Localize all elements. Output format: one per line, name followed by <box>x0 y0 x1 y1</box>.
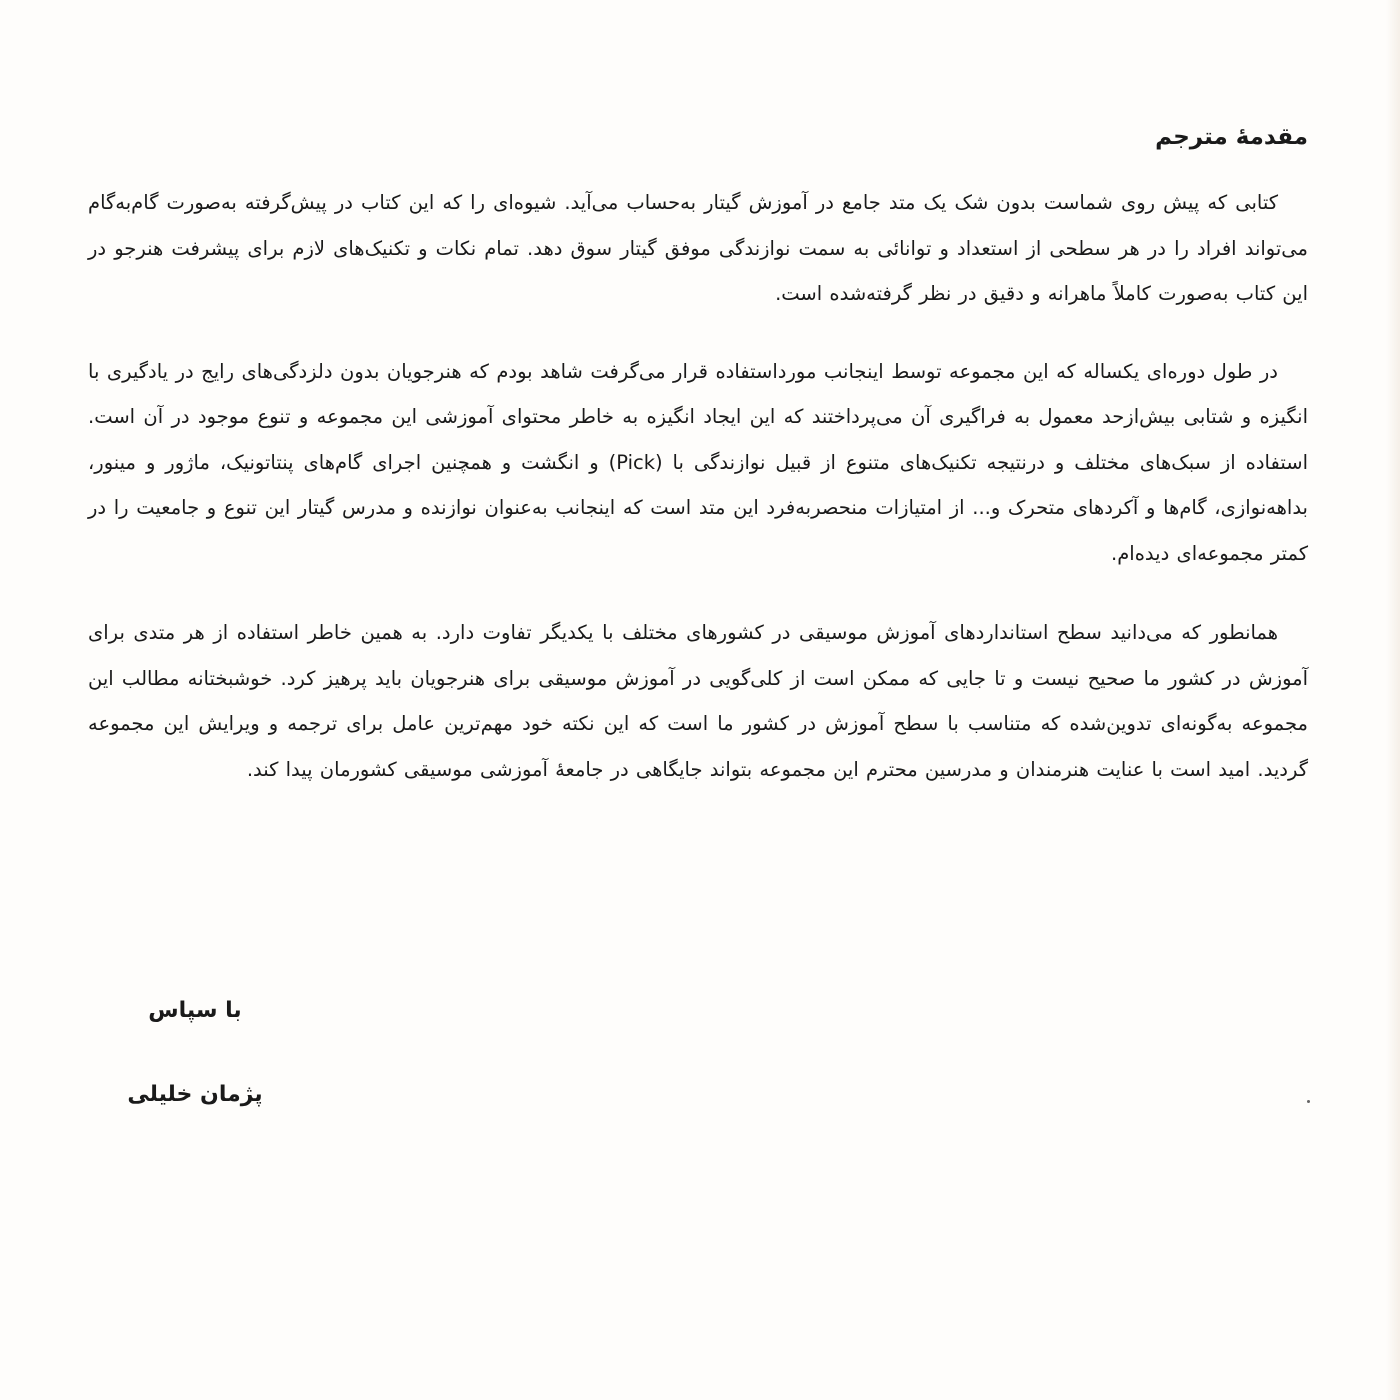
page-title: مقدمهٔ مترجم <box>1155 124 1308 150</box>
paragraph-3: همانطور که می‌دانید سطح استانداردهای آموزش موسیقی در کشورهای مختلف با یکدیگر تفاوت دارد. به همین خاطر استفاده از هر متدی برای آموزش در کشور ما صحیح نیست و تا جایی که ممکن است از کلی‌گویی در آموزش موسیقی برای هنرجویان باید پرهیز کرد. خوشبختانه مطالب این مجموعه به‌گونه‌ای تدوین‌شده که متناسب با سطح آموزش در کشور ما است که این نکته خود مهم‌ترین عامل برای ترجمه و ویرایش این مجموعه گردید. امید است با عنایت هنرمندان و مدرسین محترم این مجموعه بتواند جایگاهی در جامعهٔ آموزشی موسیقی کشورمان پیدا کند. <box>88 621 1308 781</box>
signature-block <box>125 990 265 1158</box>
paragraph-1: کتابی که پیش روی شماست بدون شک یک متد جامع در آموزش گیتار به‌حساب می‌آید. شیوه‌ای را که این کتاب در پیش‌گرفته به‌صورت گام‌به‌گام می‌تواند افراد را در هر سطحی از استعداد و توانائی به سمت نوازندگی موفق گیتار سوق دهد. تمام نکات و تکنیک‌های لازم برای پیشرفت هنرجو در این کتاب به‌صورت کاملاً ماهرانه و دقیق در نظر گرفته‌شده است. <box>88 191 1308 305</box>
closing-text: با سپاس <box>148 998 242 1023</box>
paragraph-2: در طول دوره‌ای یکساله که این مجموعه توسط اینجانب مورداستفاده قرار می‌گرفت شاهد بودم که هنرجویان بدون دلزدگی‌های رایج در یادگیری با انگیزه و شتابی بیش‌ازحد معمول به فراگیری آن می‌پرداختند که این ایجاد انگیزه به خاطر محتوای آموزشی این مجموعه و تنوع موجود در آن است. استفاده از سبک‌های مختلف و درنتیجه تکنیک‌های متنوع از قبیل نوازندگی با (Pick) و انگشت و همچنین اجرای گام‌های پنتاتونیک، ماژور و مینور، بداهه‌نوازی، گام‌ها و آکردهای متحرک و... از امتیازات منحصربه‌فرد این متد است که اینجانب به‌عنوان نوازنده و مدرس گیتار این تنوع و جامعیت را در کمتر مجموعه‌ای دیده‌ام. <box>88 359 1308 565</box>
author-name: پژمان خلیلی <box>127 1082 263 1107</box>
page-edge-shadow <box>1386 0 1400 1400</box>
paper-speck <box>1307 1100 1310 1103</box>
document-page <box>88 112 1308 822</box>
